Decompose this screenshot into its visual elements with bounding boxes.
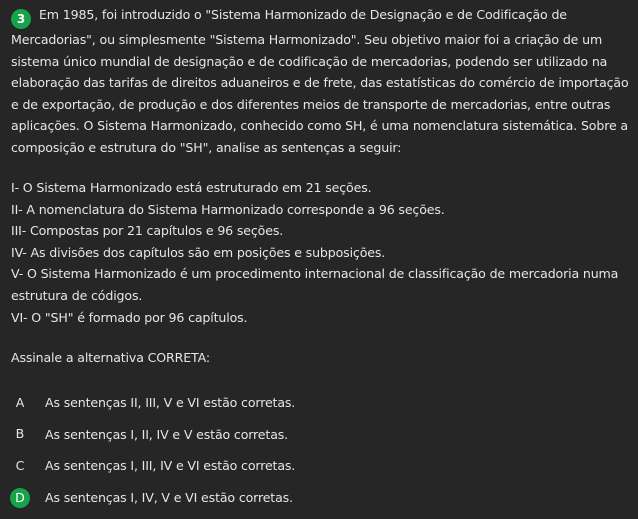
option-b[interactable] <box>10 424 630 445</box>
option-d[interactable] <box>10 487 630 508</box>
sentence-item-4: IV- As divisões dos capítulos são em posições e subposições. <box>11 244 386 260</box>
sentence-item-6: VI- O "SH" é formado por 96 capítulos. <box>11 309 248 325</box>
sentence-item-2: II- A nomenclatura do Sistema Harmonizado corresponde a 96 seções. <box>11 201 445 217</box>
sentence-item-3: III- Compostas por 21 capítulos e 96 seções. <box>11 223 284 239</box>
option-a[interactable] <box>10 392 630 413</box>
sentence-list <box>11 177 631 328</box>
question-prompt: Assinale a alternativa CORRETA: <box>11 350 210 365</box>
option-text: As sentenças I, IV, V e VI estão corretas. <box>45 490 293 506</box>
option-letter: B <box>15 426 25 442</box>
option-text: As sentenças I, III, IV e VI estão corretas. <box>45 458 296 474</box>
option-letter: C <box>15 457 25 473</box>
option-text: As sentenças I, II, IV e V estão corretas. <box>45 426 289 442</box>
question-number-badge: 3 <box>11 9 31 29</box>
answer-options <box>10 392 630 519</box>
option-letter: A <box>15 394 25 410</box>
question-text: Em 1985, foi introduzido o "Sistema Harmonizado de Designação e de Codificação de Mercadorias", ou simplesmente "Sistema Harmonizado". Seu objetivo maior foi a criação de um sistema único mundial de designação e de codificação de mercadorias, podendo ser utilizado na elaboração das tarifas de direitos aduaneiros e de frete, das estatísticas do comércio de importação e de exportação, de produção e dos diferentes meios de transporte de mercadorias, entre outras aplicações. O Sistema Harmonizado, conhecido como SH, é uma nomenclatura sistemática. Sobre a composição e estrutura do "SH", analise as sentenças a seguir: <box>11 7 629 155</box>
option-letter: D <box>10 488 30 508</box>
sentence-item-5: V- O Sistema Harmonizado é um procedimento internacional de classificação de mercadoria numa estrutura de códigos. <box>11 266 619 303</box>
option-c[interactable] <box>10 455 630 476</box>
option-text: As sentenças II, III, V e VI estão corretas. <box>45 395 296 410</box>
sentence-item-1: I- O Sistema Harmonizado está estruturado em 21 seções. <box>11 180 372 195</box>
question-statement <box>11 4 631 158</box>
